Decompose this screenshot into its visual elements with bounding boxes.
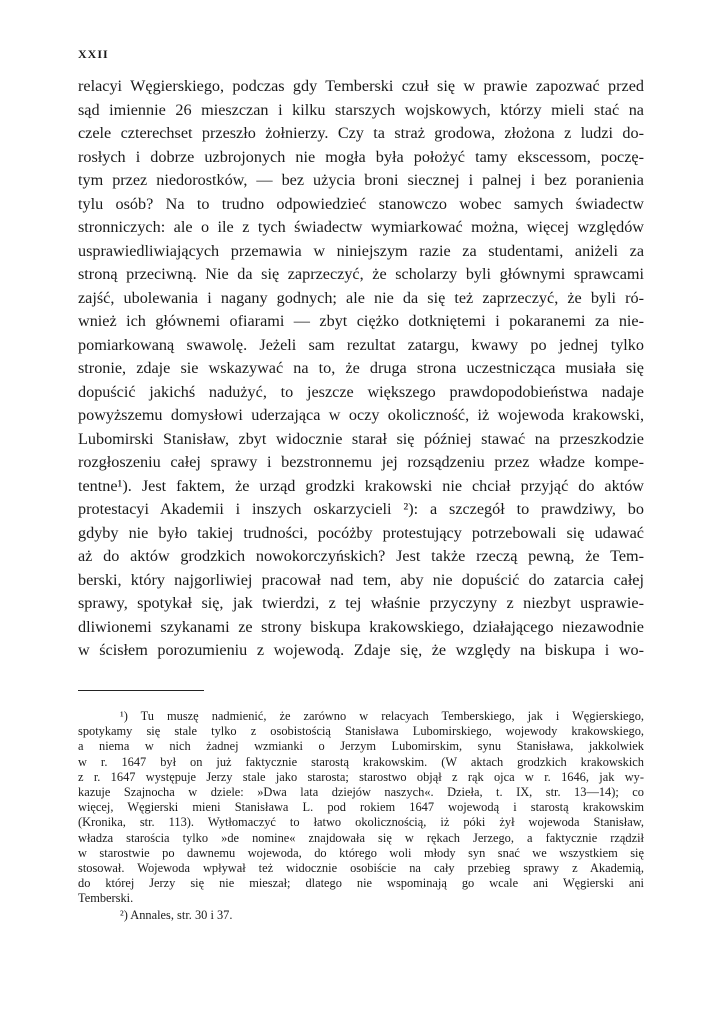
- text-line: gdyby nie było takiej trudności, pocóżby protestujący potrzebowali się udawać: [78, 523, 644, 542]
- text-line: dliwionemi szykanami ze strony biskupa krakowskiego, działającego niezawodnie: [78, 617, 644, 636]
- text-line: tylu osób? Na to trudno odpowiedzieć stanowczo wobec samych świadectw: [78, 194, 644, 213]
- text-line: powyższemu domysłowi uderzająca w oczy okoliczność, iż wojewoda krakowski,: [78, 406, 644, 424]
- footnote-separator: [78, 690, 204, 691]
- text-line: usprawiedliwiających przemawia w niniejszym razie za studentami, aniżeli za: [78, 241, 644, 260]
- footnote-1-line: spotykamy się stale tylko z osobistością Stanisława Lubomirskiego, wojewody krakowskiego,: [78, 724, 644, 739]
- text-line: relacyi Węgierskiego, podczas gdy Temberski czuł się w prawie zapozwać przed: [78, 77, 644, 95]
- text-line: w ścisłem porozumieniu z wojewodą. Zdaje się, że względy na biskupa i wo-: [78, 641, 644, 659]
- footnotes: [78, 709, 644, 924]
- text-line: pomiarkowaną swawolę. Jeżeli sam rezultat zatargu, kwawy po jednej tylko: [78, 335, 644, 354]
- footnote-1-line: w starostwie po dawnemu wojewoda, do którego woli młody syn snać we wszystkiem się: [78, 845, 644, 860]
- footnote-1-line: w r. 1647 był on już faktycznie starostą krakowskim. (W aktach grodzkich krakowskich: [78, 754, 644, 769]
- footnote-1-line: Temberski.: [78, 891, 134, 906]
- text-line: rosłych i dobrze uzbrojonych nie mogła była położyć tamy ekscessom, poczę-: [78, 147, 644, 166]
- text-line: wnież ich głównemi ofiarami — zbyt ciężko dotkniętemi i pokaranemi za nie-: [78, 312, 644, 330]
- text-line: zajść, ubolewania i nagany godnych; ale nie da się też zaprzeczyć, że byli ró-: [78, 288, 644, 307]
- text-line: sprawy, spotykał się, jak twierdzi, z tej właśnie przyczyny z niezbyt usprawie-: [78, 594, 644, 612]
- text-line: rozgłoszeniu całej sprawy i bezstronnemu jej rozsądzeniu przez władze kompe-: [78, 453, 644, 471]
- text-line: dopuścić jakichś nadużyć, to jeszcze większego prawdopodobieństwa nadaje: [78, 382, 644, 401]
- footnote-1-line: a niema w nich żadnej wzmianki o Jerzym Lubomirskim, synu Stanisława, jakkolwiek: [78, 739, 644, 754]
- footnote-1-line: władza starościa tylko »de nomine« znajdowała się w rękach Jerzego, a faktycznie rządził: [78, 830, 644, 845]
- footnote-1-line: ¹) Tu muszę nadmienić, że zarówno w relacyach Temberskiego, jak i Węgierskiego,: [120, 709, 644, 723]
- page-number: XXII: [78, 47, 109, 61]
- text-line: sąd imiennie 26 mieszczan i kilku starszych wojskowych, którzy mieli stać na: [78, 100, 644, 119]
- text-line: czele czterechset przeszło żołnierzy. Czy ta straż grodowa, złożona z ludzi do-: [78, 124, 644, 142]
- text-line: berski, który najgorliwiej pracował nad tem, aby nie dopuścić do zatarcia całej: [78, 570, 644, 589]
- text-line: stronniczych: ale o ile z tych świadectw wymiarkować można, więcej względów: [78, 218, 644, 236]
- text-line: tym przez niedorostków, — bez użycia broni siecznej i palnej i bez poranienia: [78, 171, 644, 189]
- footnote-1-line: więcej, Węgierski mieni Stanisława L. pod rokiem 1647 wojewodą i starostą krakowskim: [78, 800, 644, 815]
- footnote-1-line: kazuje Szajnocha w dziele: »Dwa lata dziejów naszych«. Dzieła, t. IX, str. 13—14); co: [78, 784, 644, 799]
- footnote-2: ²) Annales, str. 30 i 37.: [120, 908, 233, 923]
- text-line: protestacyi Akademii i inszych oskarzycieli ²): a szczegół to prawdziwy, bo: [78, 500, 644, 518]
- text-line: tentne¹). Jest faktem, że urząd grodzki krakowski nie chciał przyjąć do aktów: [78, 476, 644, 495]
- footnote-1-line: do której Jerzy się nie mieszał; dlatego nie wspominają go wcale ani Węgierski ani: [78, 876, 644, 891]
- footnote-1-line: z r. 1647 występuje Jerzy stale jako starosta; starostwo objął z rąk ojca w r. 1646, jak wy-: [78, 769, 644, 784]
- text-line: aż do aktów grodzkich nowokorczyńskich? Jest także rzeczą pewną, że Tem-: [78, 547, 644, 565]
- text-line: stroną przeciwną. Nie da się zaprzeczyć, że scholarzy byli głównymi sprawcami: [78, 265, 644, 283]
- text-line: Lubomirski Stanisław, zbyt widocznie starał się później stawać na przeszkodzie: [78, 429, 644, 448]
- main-text: [78, 75, 644, 663]
- footnote-1-line: stosował. Wojewoda wpływał też widocznie osobiście na cały przebieg sprawy z Akademią,: [78, 860, 644, 875]
- footnote-1-line: (Kronika, str. 113). Wytłomaczyć to łatwo okolicznością, iż póki żył wojewoda Stanisław,: [78, 815, 644, 830]
- text-line: stronie, zdaje sie wskazywać na to, że druga strona uczestnicząca musiała się: [78, 359, 644, 377]
